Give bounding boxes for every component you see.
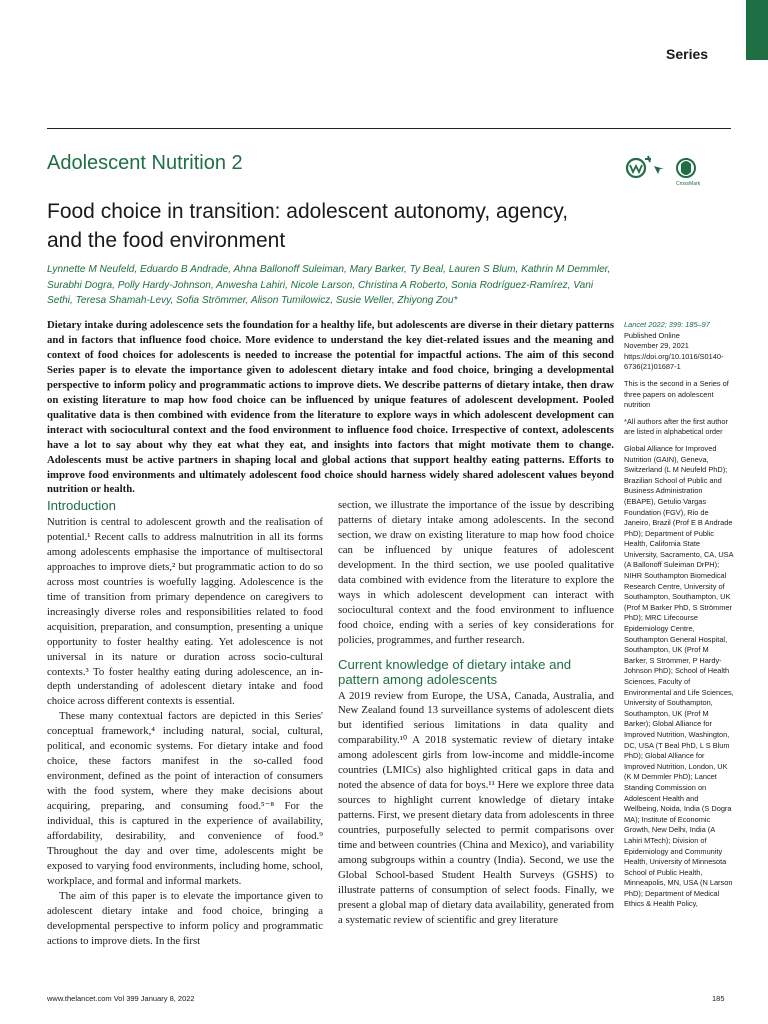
intro-paragraph-1: Nutrition is central to adolescent growth and the realisation of potential.¹ Recent calls to address malnutrition in all its forms among adolescents emphasise the importance of multisectoral approaches to improve diets,² but programmatic action to do so across most countries is woefully lagging. Adolescence is the time of transition from primary dependence on caregivers to increasingly diverse roles and responsibilities related to food acquisition, preparation, and consumption, presenting a unique opportunity to foster healthy eating. Yet adolescence is not universal in its nature or duration across socio-cultural contexts.³ To foster healthy eating during adolescence, an in-depth understanding of adolescent dietary intake and food choice across different contexts is essential.: [47, 516, 323, 708]
section-label: Series: [666, 46, 709, 62]
margin-notes: [624, 320, 734, 910]
author-list: Lynnette M Neufeld, Eduardo B Andrade, Ahna Ballonoff Suleiman, Mary Barker, Ty Beal, Lauren S Blum, Kathrin M Demmler, Surabhi Dogra, Polly Hardy-Johnson, Anwesha Lahiri, Nicole Larson, Christina A Roberto, Sonia Rodríguez-Ramírez, Vani Sethi, Teresa Shamah-Levy, Sofia Strömmer, Alison Tumilowicz, Susie Weller, Zhiyong Zou*: [47, 264, 611, 307]
crossmark-icon[interactable]: [676, 159, 701, 187]
article-title: Food choice in transition: adolescent autonomy, agency, and the food environment: [47, 200, 569, 252]
dietary-heading: Current knowledge of dietary intake and pattern among adolescents: [338, 656, 572, 687]
open-access-icon[interactable]: [627, 156, 664, 177]
body-column-left: [47, 498, 323, 949]
header-rule: [47, 128, 731, 129]
section-paragraph: section, we illustrate the importance of the issue by describing patterns of dietary intake among adolescents. In the second section, we draw on existing literature to map how food choice can be influenced by unique features of adolescent development. In the third section, we use pooled qualitative data combined with evidence from the literature to explore the ways in which adolescent development can interact with sociocultural context and the food environment to influence food choice, ending with a series of key considerations for policies, programmes, and further research.: [338, 499, 614, 646]
series-color-tab: [746, 0, 768, 60]
series-kicker: Adolescent Nutrition 2: [47, 152, 243, 174]
article-icons: [624, 152, 704, 188]
abstract: Dietary intake during adolescence sets the foundation for a healthy life, but adolescents are diverse in their dietary patterns and in factors that influence food choice. More evidence to understand the key diet-related issues and the meaning and context of food choices for adolescents is needed to increase the potential for impactful actions. The aim of this second Series paper is to elevate the importance given to adolescent dietary intake and food choice, bringing a developmental perspective to inform policy and programmatic actions to improve diets. We describe patterns of dietary intake, then draw on existing literature to map how food choice can be influenced by unique features of adolescent development. Pooled qualitative data is then combined with evidence from the literature to explore ways in which adolescent development can interact with sociocultural context and the food environment to influence food choice. Irrespective of context, adolescents have a lot to say about why they eat what they eat, and insights into factors that might motivate them to change. Adolescents must be active partners in shaping local and global actions that support healthy eating patterns. Efforts to improve food environments and ultimately adolescent food choice should harness widely shared adolescent values beyond nutrition or health.: [47, 319, 614, 496]
body-column-right: [338, 498, 614, 928]
intro-paragraph-3: The aim of this paper is to elevate the importance given to adolescent dietary intake and food choice, bringing a developmental perspective to inform policy and programmatic actions to improve diets. In the first: [47, 889, 323, 947]
authors-note: *All authors after the first author are listed in alphabetical order: [624, 416, 728, 437]
intro-paragraph-2: These many contextual factors are depicted in this Series' conceptual framework,⁴ including natural, social, cultural, political, and economic systems. For dietary intake and food choice, these factors manifest in the so-called food environment, defined as the point of interaction of consumers with the food system, where they make decisions about acquiring, preparing, and consuming food.⁵⁻⁸ For the individual, this is captured in the experience of availability, affordability, desirability, and convenience of food.⁹ Throughout the day and over time, adolescents might be exposed to varying food environments, including home, school, workplace, and formal and informal markets.: [47, 710, 323, 887]
published-date: November 29, 2021: [624, 341, 689, 351]
intro-heading: Introduction: [47, 498, 116, 513]
page-number: 185: [712, 994, 725, 1003]
citation: Lancet 2022; 399: 185–97: [624, 320, 710, 329]
series-note: This is the second in a Series of three papers on adolescent nutrition: [624, 378, 729, 410]
footer-journal: www.thelancet.com Vol 399 January 8, 2022: [47, 994, 195, 1003]
affiliations: Global Alliance for Improved Nutrition (GAIN), Geneva, Switzerland (L M Neufeld PhD); Brazilian School of Public and Business Administration (EBAPE), Getulio Vargas Foundation (FGV), Rio de Janeiro, Brazil (Prof E B Andrade PhD); Department of Public Health, California State University, Sacramento, CA, USA (A Ballonoff Suleiman DrPH); NIHR Southampton Biomedical Research Centre, University of Southampton, Southampton, UK (Prof M Barker PhD, S Strömmer PhD); MRC Lifecourse Epidemiology Centre, Southampton General Hospital, Southampton, UK (Prof M Barker, S Strömmer, P Hardy-Johnson PhD); School of Health Sciences, Faculty of Environmental and Life Sciences, University of Southampton, Southampton, UK (Prof M Barker); Global Alliance for Improved Nutrition, Washington, DC, USA (T Beal PhD, L S Blum PhD); Global Alliance for Improved Nutrition, London, UK (K M Demmler PhD); Lancet Standing Commission on Adolescent Health and Wellbeing, Noida, India (S Dogra MA); Institute of Economic Growth, New Delhi, India (A Lahiri MTech); Division of Epidemiology and Community Health, University of Minnesota School of Public Health, Minneapolis, MN, USA (N Larson PhD); Department of Medical Ethics & Health Policy,: [624, 443, 734, 909]
published-label: Published Online: [624, 330, 680, 340]
doi-link[interactable]: https://doi.org/10.1016/S0140-6736(21)01687-1: [624, 351, 724, 372]
svg-text:CrossMark: CrossMark: [676, 181, 701, 187]
dietary-paragraph: A 2019 review from Europe, the USA, Canada, Australia, and New Zealand found 13 surveillance systems of adolescent diets but identified serious limitations in data quality and comparability.¹⁰ A 2018 systematic review of dietary intake among adolescent girls from low-income and middle-income countries (LMICs) also highlighted critical gaps in data and noted the absence of data for boys.¹¹ Here we explore three data sources to highlight current knowledge of dietary intake patterns. First, we present dietary data from adolescents in three countries, purposefully selected to permit comparisons over time and between countries (China and Mexico), and variability among subgroups within a country (India). Second, we use the Global School-based Student Health Surveys (GSHS) to illustrate patterns of consumption of select foods. Finally, we present a global map of dietary data availability, generated from a systematic review of scientific and grey literature: [338, 689, 614, 926]
